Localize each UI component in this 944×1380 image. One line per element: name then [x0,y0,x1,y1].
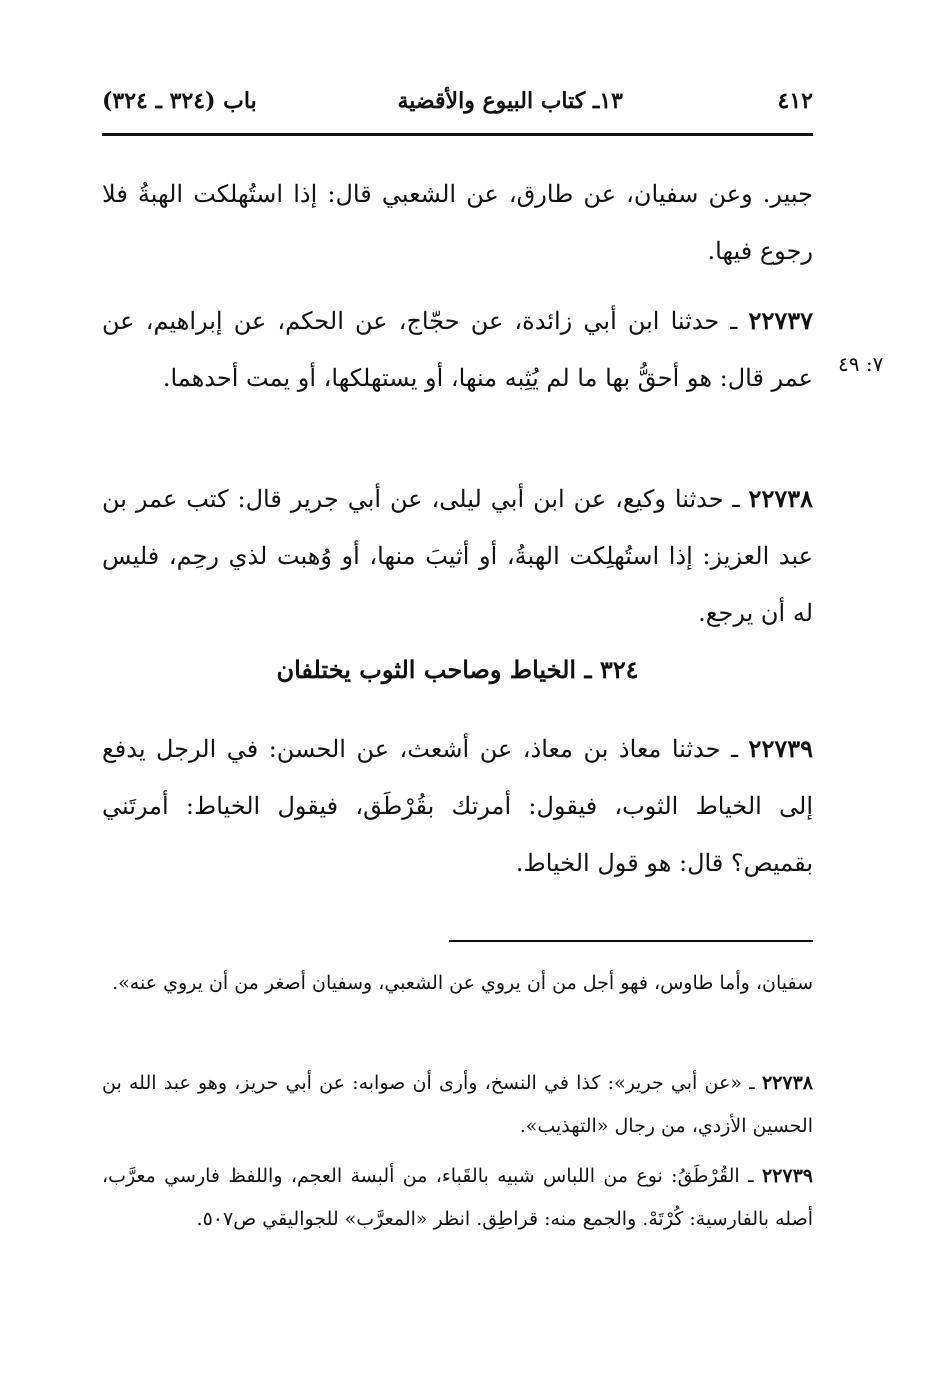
page-number: ٤١٢ [777,88,813,114]
footnote-text: ـ «عن أبي جرير»: كذا في النسخ، وأرى أن صوابه: عن أبي حريز، وهو عبد الله بن الحسين الأزدي، من رجال «التهذيب». [102,1072,813,1137]
margin-reference: ٧: ٤٩ [838,352,884,376]
footnote-22739 [102,1155,813,1241]
hadith-text: ـ حدثنا ابن أبي زائدة، عن حجّاج، عن الحكم، عن إبراهيم، عن عمر قال: هو أحقُّ بها ما لم يُثِبه منها، أو يستهلكها، أو يمت أحدهما. [102,307,813,392]
section-range: باب (٣٢٤ ـ ٣٢٤) [102,88,257,114]
footnote-number: ٢٢٧٣٩ [761,1165,813,1187]
footnote-continuation [102,962,813,1005]
running-header [102,88,813,128]
hadith-number: ٢٢٧٣٨ [748,484,813,513]
footnote-text: سفيان، وأما طاوس، فهو أجل من أن يروي عن الشعبي، وسفيان أصغر من أن يروي عنه». [112,972,813,994]
header-rule [102,133,813,136]
book-title: ١٣ـ كتاب البيوع والأقضية [397,88,623,114]
continuation-text: جبير. وعن سفيان، عن طارق، عن الشعبي قال: إذا استُهلكت الهبةُ فلا رجوع فيها. [102,180,813,265]
hadith-number: ٢٢٧٣٧ [748,306,813,335]
chapter-heading: ٣٢٤ ـ الخياط وصاحب الثوب يختلفان [276,655,639,684]
hadith-22737 [102,292,813,407]
continuation-paragraph [102,166,813,280]
footnote-number: ٢٢٧٣٨ [761,1072,813,1094]
hadith-number: ٢٢٧٣٩ [748,734,813,763]
hadith-22739 [102,720,813,892]
hadith-text: ـ حدثنا معاذ بن معاذ، عن أشعث، عن الحسن: في الرجل يدفع إلى الخياط الثوب، فيقول: أمرتك بقُرْطَق، فيقول الخياط: أمرتَني بقميص؟ قال: هو قول الخياط. [102,735,813,877]
footnote-rule [449,940,813,942]
hadith-text: ـ حدثنا وكيع، عن ابن أبي ليلى، عن أبي جرير قال: كتب عمر بن عبد العزيز: إذا استُهلِكت الهبةُ، أو أثيبَ منها، أو وُهبت لذي رحِم، فليس له أن يرجع. [102,485,813,627]
footnote-text: ـ القُرْطَقُ: نوع من اللباس شبيه بالقَباء، من ألبسة العجم، واللفظ فارسي معرَّب، أصله بالفارسية: كُرْتَهْ. والجمع منه: قراطِق. انظر «المعرَّب» للجواليقي ص٥٠٧. [102,1165,813,1230]
footnote-22738 [102,1062,813,1148]
hadith-22738 [102,470,813,642]
